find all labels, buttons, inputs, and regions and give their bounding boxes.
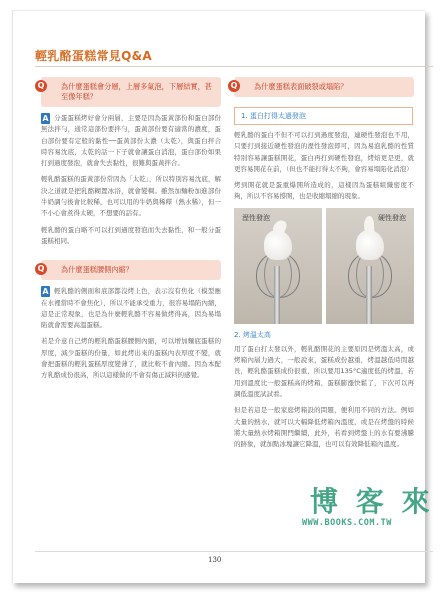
watermark-logo <box>290 480 440 535</box>
page-title: 輕乳酪蛋糕常見Q&A <box>35 49 152 63</box>
photo-row <box>234 208 414 324</box>
answer-paragraph: 烤到開花就是蛋重爆開所造成的，這樣因為蛋糕組織密度不夠，所以不容易撐開，也是收縮塌縮的現象。 <box>234 181 414 201</box>
stiff-peak-photo <box>326 208 414 324</box>
question-box <box>230 77 414 97</box>
answer-paragraph: 輕乳酪的蛋白略不可以打到過度發泡而失去黏性，和一般分蛋蛋糕相同。 <box>41 225 221 245</box>
watermark-url: WWW.BOOKS.COM.TW <box>302 518 392 528</box>
meringue-image <box>356 230 384 260</box>
watermark-text: 博 客 來 <box>310 485 434 518</box>
left-column <box>37 77 221 387</box>
footer-divider <box>35 551 433 552</box>
photo-label: 溼性發泡 <box>242 213 270 222</box>
answer-paragraph: A 分蛋蛋糕烤好會分兩層，主要是因為蛋黃部份和蛋白部份無法拌勻，通常這部份要拌勻，蛋黃部份要有適當的濃度，蛋白部份要有定般的黏性──蛋黃部份太濃（太乾），與蛋白拌合時容易沈底，太乾的話一下子就會讓蛋白消泡，蛋白部份如果打到過度發泡，就會失去黏性，很難與蛋黃拌合。 <box>41 114 221 168</box>
answer-paragraph: 但是若這是一般家庭烤箱設的問題，便利用不同的方法。例如大量的熱水，就可以大幅降低烤箱內溫度，或是在烤盤的時候將大量熱水烤箱開門繼續，此外，若看到烤盤上的水有要沸騰的跡象，就加點冰塊讓它降溫，也可以有效降低箱內溫度。 <box>234 406 414 449</box>
question-icon: Q <box>35 263 47 275</box>
meringue-image <box>264 230 292 260</box>
question-icon: Q <box>228 80 240 92</box>
meringue-tip <box>363 215 375 234</box>
question-text: 為什麼蛋糕會分層，上層多氣泡，下層結實，甚至像年糕？ <box>61 82 212 101</box>
whisk-handle <box>366 266 372 324</box>
subheading-box: 1. 蛋白打得太過發泡 <box>234 107 413 125</box>
answer-paragraph: 若是介意自己烤的輕乳酪蛋糕腰側內縮，可以增加麵底蛋糕的厚度，減少蛋糕的份量，如此烤出來的蛋糕內表厚度不變，就會把蛋糕的輕乳蛋糕厚度變薄了，就比較不會內縮。因為本配方乳酪成份很高，所以這樣做的不會有傷正減料的感覺。 <box>41 337 221 380</box>
question-text: 為什麼蛋糕表面破裂或塌陷？ <box>254 82 348 91</box>
answer-paragraph: 輕乳酪的蛋白不但不可以打到過度發泡，連硬性發泡也不用，只要打到接近硬性發泡的溼性發泡即可，因為易泡乳酪的性質特別容易讓蛋糕開花，蛋白再打到硬性發泡，烤焙更是更，就更容易開花在前，（但也不能打得太不夠，會容易塌陷化消泡） <box>234 131 414 173</box>
answer-paragraph: A 輕乳酪的側面和底部都沒烤上色，表示沒有焦化（模型應在水裡當時不會焦化），所以不能承受重力，很容易塌陷內縮，這是正常現象，也是為什麼輕乳酪不容易做烤得高，因為易塌陷就會需要高溫蛋糕。 <box>41 287 221 330</box>
question-icon: Q <box>35 80 47 92</box>
subheading: 2. 烤溫太高 <box>234 330 271 339</box>
photo-label: 硬性發泡 <box>378 213 406 222</box>
question-text: 為什麼蛋糕腰側內縮？ <box>61 265 133 275</box>
answer-icon: A <box>42 287 49 297</box>
answer-paragraph: 輕乳酪蛋糕的蛋黃部份常因為「太乾」，所以特別容易沈底，解決之道就是把乳酪糊置冰浴，就會變稠。雖然加麵粉加進部份牛奶調勻後會比較稀，也可以用的牛奶與稀釋（熱水稀），但一不小心會煮得太硬，不想要的話有。 <box>41 175 221 218</box>
title-divider <box>35 66 433 67</box>
answer-paragraph: 用了蛋白打太發以外，輕乳酪開花的主要原因是烤溫太高，或烤箱內層力過大，一般說來，蛋糕成份越重，烤溫越低時間越長，輕乳酪蛋糕成份很重，所以要用135°C適度低的烤溫，若用到溫度比一般蛋糕高的烤箱，蛋糕膨漲快鬆了，下次可以再調低溫度試試看。 <box>234 344 414 398</box>
page-number: 130 <box>208 556 222 564</box>
answer-icon: A <box>42 114 49 123</box>
whisk-handle <box>274 266 280 324</box>
right-column <box>230 77 414 455</box>
question-box <box>37 260 221 280</box>
question-box <box>37 77 221 107</box>
soft-peak-photo <box>234 208 322 324</box>
